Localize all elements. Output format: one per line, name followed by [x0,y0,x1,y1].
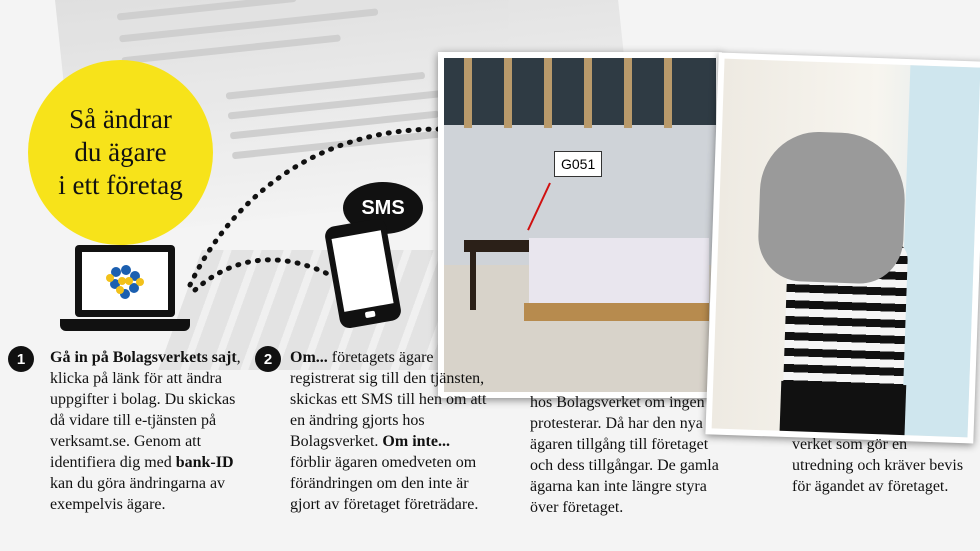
step-4-text: verket som gör en utredning och kräver bevis för ägandet av företaget. [792,436,964,495]
step-1-text: Gå in på Bolagsverkets sajt, klicka på länk för att ändra uppgifter i bolag. Du skickas då vidare till e-tjänsten på verksamt.se. Genom att identifiera dig med bank-ID kan du göra ändringarna av exempelvis ägare. [50,349,241,513]
title-badge [28,60,213,245]
person-photo [705,52,980,443]
evidence-arrow [527,183,551,231]
laptop-icon [60,245,190,335]
step-2-lead: Om... [290,349,328,366]
evidence-label: G051 [554,151,602,177]
sms-label: SMS [361,196,405,219]
step-1-lead: Gå in på Bolagsverkets sajt [50,349,237,366]
step-3-text: hos Bolagsverket om ingen protesterar. Då har den nya ägaren tillgång till företaget och dess tillgångar. De gamla ägarna kan inte längre styra över företaget. [530,394,719,516]
step-2-text: Om... företagets ägare registrerat sig till den tjänsten, skickas ett SMS till hen om att en ändring gjorts hos Bolagsverket. Om inte... förblir ägaren omedveten om förändringen om den inte är gjort av företaget företrädare. [290,349,487,513]
badge-title: Så ändrar du ägare i ett företag [58,104,183,200]
step-number-2: 2 [255,346,281,372]
step-number-1: 1 [8,346,34,372]
bolagsverket-logo-icon [82,252,168,310]
